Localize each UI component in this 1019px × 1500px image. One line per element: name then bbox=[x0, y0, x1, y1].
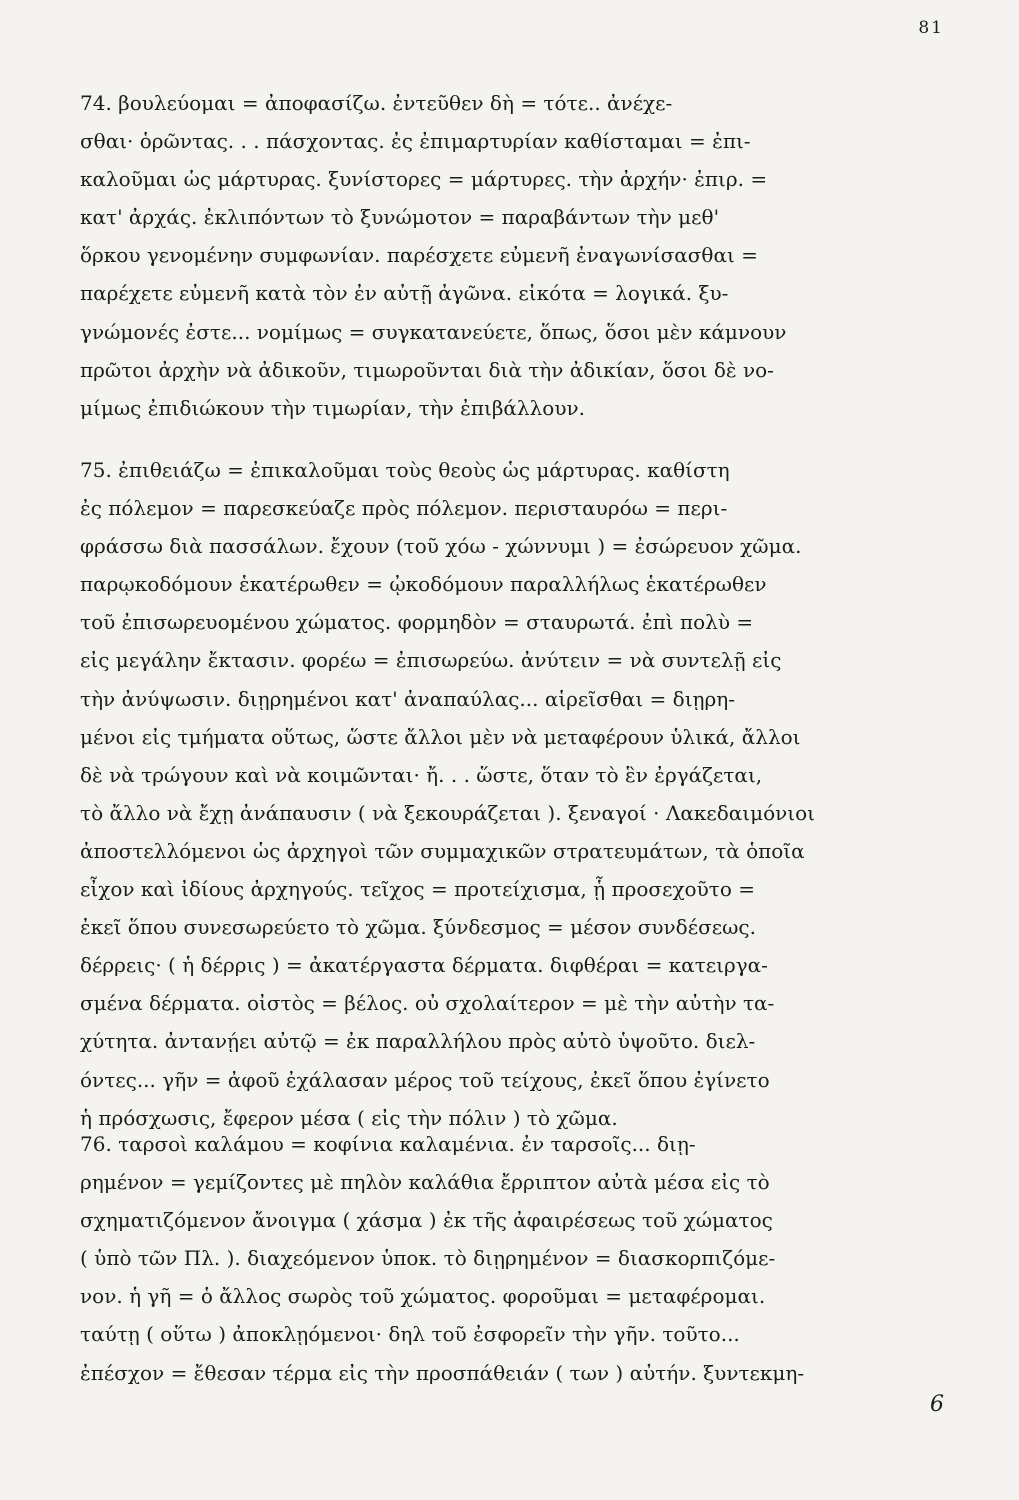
text-line: σμένα δέρματα. οἰστὸς = βέλος. οὐ σχολαίτερον = μὲ τὴν αὐτὴν τα- bbox=[80, 991, 775, 1016]
text-line: ρημένον = γεμίζοντες μὲ πηλὸν καλάθια ἔρριπτον αὐτὰ μέσα εἰς τὸ bbox=[80, 1170, 770, 1195]
text-line: ἐπέσχον = ἔθεσαν τέρμα εἰς τὴν προσπάθειάν ( των ) αὐτήν. ξυντεκμη- bbox=[80, 1360, 805, 1385]
text-line: ταύτῃ ( οὕτω ) ἀποκλῃόμενοι· δηλ τοῦ ἐσφορεῖν τὴν γῆν. τοῦτο... bbox=[80, 1322, 740, 1347]
text-line: παρέχετε εὐμενῆ κατὰ τὸν ἐν αὐτῇ ἀγῶνα. εἰκότα = λογικά. ξυ- bbox=[80, 281, 729, 306]
text-line: γνώμονές ἐστε... νομίμως = συγκατανεύετε, ὅπως, ὅσοι μὲν κάμνουν bbox=[80, 319, 787, 344]
text-line: ( ὑπὸ τῶν Πλ. ). διαχεόμενον ὑποκ. τὸ διῃρημένον = διασκορπιζόμε- bbox=[80, 1246, 776, 1271]
text-line: τὸ ἄλλο νὰ ἔχῃ ἀνάπαυσιν ( νὰ ξεκουράζεται ). ξεναγοί · Λακεδαιμόνιοι bbox=[80, 800, 815, 825]
text-line: καλοῦμαι ὡς μάρτυρας. ξυνίστορες = μάρτυρες. τὴν ἀρχήν· ἐπιρ. = bbox=[80, 167, 768, 192]
text-line: σχηματιζόμενον ἄνοιγμα ( χάσμα ) ἐκ τῆς ἀφαιρέσεως τοῦ χώματος bbox=[80, 1208, 773, 1233]
text-line: 76. ταρσοὶ καλάμου = κοφίνια καλαμένια. ἐν ταρσοῖς... διῃ- bbox=[80, 1132, 696, 1156]
text-line: τοῦ ἐπισωρευομένου χώματος. φορμηδὸν = σταυρωτά. ἐπὶ πολὺ = bbox=[80, 610, 754, 635]
text-line: ἡ πρόσχωσις, ἔφερον μέσα ( εἰς τὴν πόλιν ) τὸ χῶμα. bbox=[80, 1105, 618, 1130]
text-line: παρῳκοδόμουν ἑκατέρωθεν = ᾠκοδόμουν παραλλήλως ἑκατέρωθεν bbox=[80, 572, 767, 597]
text-line: εἰς μεγάλην ἔκτασιν. φορέω = ἐπισωρεύω. ἀνύτειν = νὰ συντελῇ εἰς bbox=[80, 648, 782, 673]
section-76 bbox=[80, 1125, 952, 1392]
text-line: χύτητα. ἀντανῄει αὐτῷ = ἐκ παραλλήλου πρὸς αὐτὸ ὑψοῦτο. διελ- bbox=[80, 1029, 756, 1054]
text-line: πρῶτοι ἀρχὴν νὰ ἀδικοῦν, τιμωροῦνται διὰ τὴν ἀδικίαν, ὅσοι δὲ νο- bbox=[80, 357, 774, 382]
text-line: κατ' ἀρχάς. ἐκλιπόντων τὸ ξυνώμοτον = παραβάντων τὴν μεθ' bbox=[80, 205, 720, 230]
text-line: όντες... γῆν = ἀφοῦ ἐχάλασαν μέρος τοῦ τείχους, ἐκεῖ ὅπου ἐγίνετο bbox=[80, 1067, 770, 1092]
text-line: 75. ἐπιθειάζω = ἐπικαλοῦμαι τοὺς θεοὺς ὡς μάρτυρας. καθίστη bbox=[80, 458, 730, 482]
section-75 bbox=[80, 451, 952, 1137]
text-line: μίμως ἐπιδιώκουν τὴν τιμωρίαν, τὴν ἐπιβάλλουν. bbox=[80, 395, 585, 420]
signature-mark: 6 bbox=[930, 1392, 944, 1417]
text-line: τὴν ἀνύψωσιν. διῃρημένοι κατ' ἀναπαύλας... αἱρεῖσθαι = διῃρη- bbox=[80, 686, 736, 711]
text-line: εἶχον καὶ ἰδίους ἀρχηγούς. τεῖχος = προτείχισμα, ᾗ προσεχοῦτο = bbox=[80, 877, 755, 902]
text-line: νον. ἡ γῆ = ὁ ἄλλος σωρὸς τοῦ χώματος. φοροῦμαι = μεταφέρομαι. bbox=[80, 1284, 766, 1309]
text-line: σθαι· ὁρῶντας. . . πάσχοντας. ἐς ἐπιμαρτυρίαν καθίσταμαι = ἐπι- bbox=[80, 129, 751, 154]
text-line: ἐκεῖ ὅπου συνεσωρεύετο τὸ χῶμα. ξύνδεσμος = μέσον συνδέσεως. bbox=[80, 915, 756, 940]
text-line: δέρρεις· ( ἡ δέρρις ) = ἀκατέργαστα δέρματα. διφθέραι = κατειργα- bbox=[80, 953, 768, 978]
page-number: 81 bbox=[918, 18, 944, 38]
text-line: ἀποστελλόμενοι ὡς ἀρχηγοὶ τῶν συμμαχικῶν στρατευμάτων, τὰ ὁποῖα bbox=[80, 838, 805, 863]
text-line: 74. βουλεύομαι = ἀποφασίζω. ἐντεῦθεν δὴ = τότε.. ἀνέχε- bbox=[80, 91, 673, 115]
text-line: μένοι εἰς τμήματα οὕτως, ὥστε ἄλλοι μὲν νὰ μεταφέρουν ὑλικά, ἄλλοι bbox=[80, 724, 801, 749]
text-line: δὲ νὰ τρώγουν καὶ νὰ κοιμῶνται· ἤ. . . ὥστε, ὅταν τὸ ἓν ἐργάζεται, bbox=[80, 762, 763, 787]
text-line: ἐς πόλεμον = παρεσκεύαζε πρὸς πόλεμον. περισταυρόω = περι- bbox=[80, 496, 728, 521]
section-74 bbox=[80, 84, 952, 427]
text-line: φράσσω διὰ πασσάλων. ἔχουν (τοῦ χόω - χώννυμι ) = ἐσώρευον χῶμα. bbox=[80, 534, 802, 559]
text-line: ὅρκου γενομένην συμφωνίαν. παρέσχετε εὐμενῆ ἐναγωνίσασθαι = bbox=[80, 243, 758, 268]
